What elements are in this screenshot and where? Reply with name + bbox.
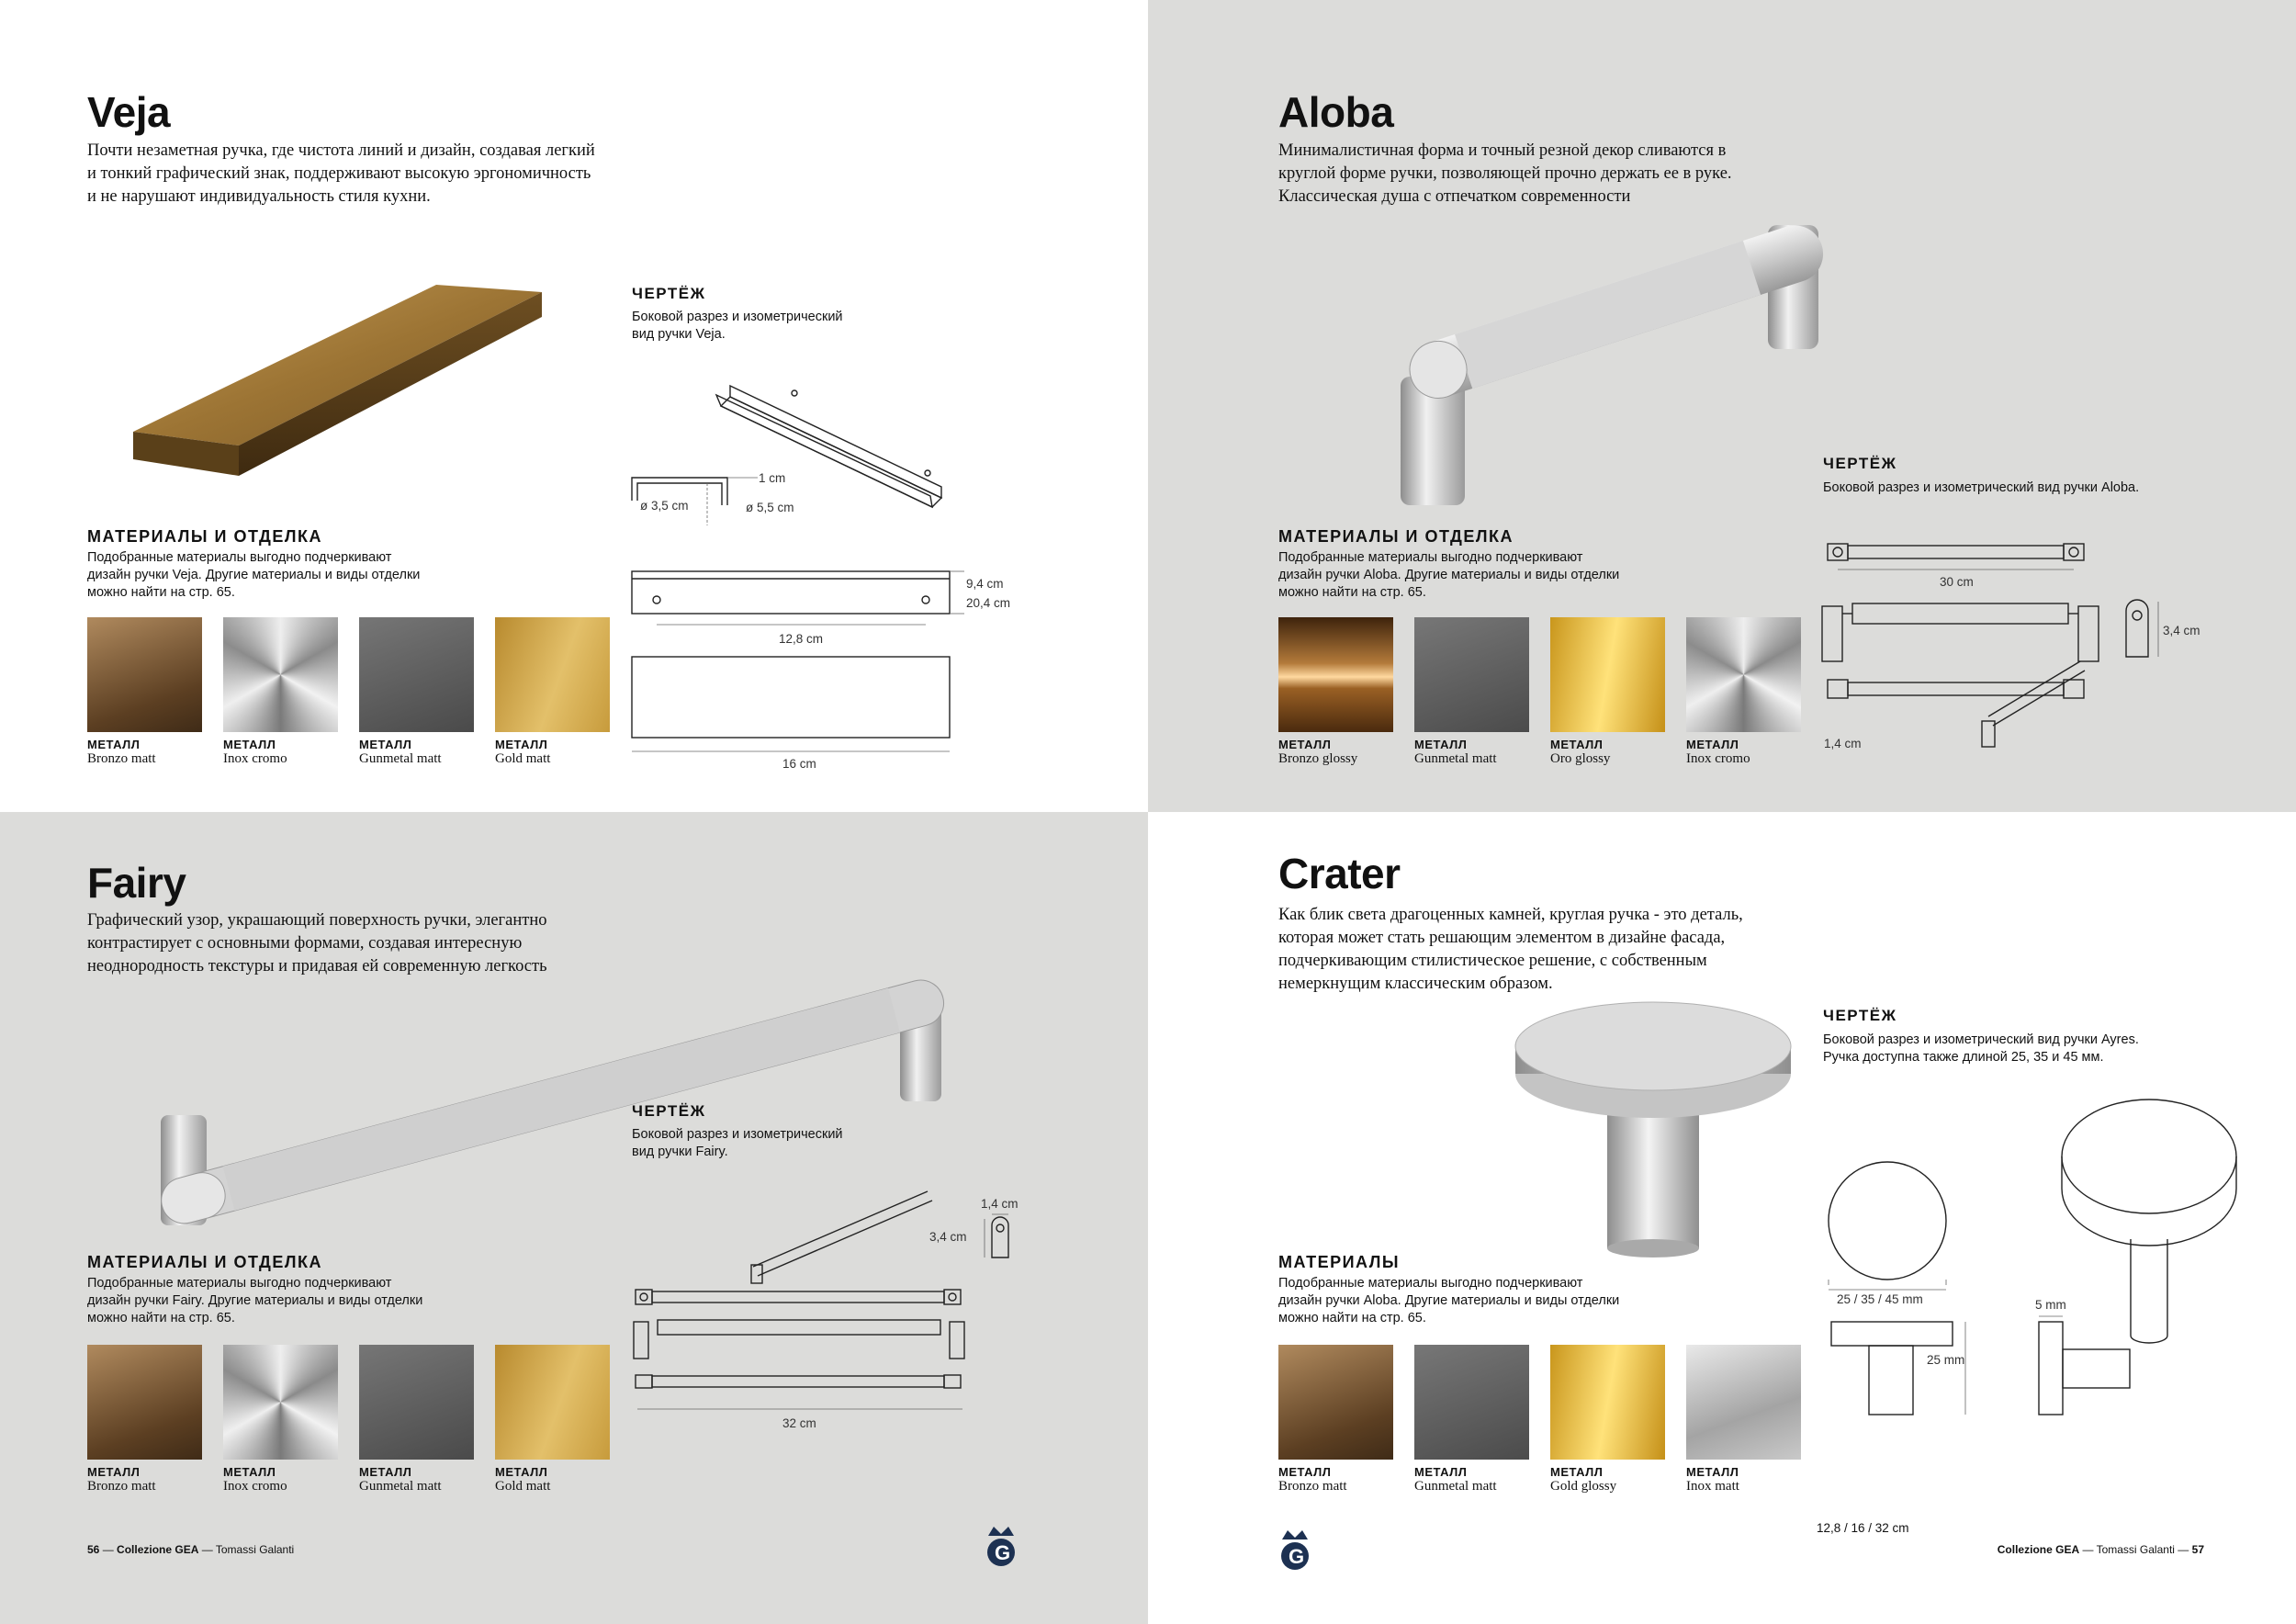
fairy-description: Графический узор, украшающий поверхность ручки, элегантно контрастирует с основными формами, создавая интересную неоднородность текстуры и придавая ей современную легкость xyxy=(87,911,547,976)
swatch-kind: МЕТАЛЛ xyxy=(359,1465,412,1479)
veja-section xyxy=(0,0,1148,812)
swatch-color xyxy=(223,1345,338,1460)
crater-description: Как блик света драгоценных камней, круглая ручка - это деталь, которая может стать решающим элементом в дизайне фасада, подчеркивающим стилистическое решение, с собственным немеркнущим классическим образом. xyxy=(1278,906,1743,993)
fairy-drawing-title: ЧЕРТЁЖ xyxy=(632,1102,706,1120)
swatch-name: Inox cromo xyxy=(223,1479,287,1494)
brand-logo-icon xyxy=(985,1523,1018,1573)
dim-label: ø 5,5 cm xyxy=(746,501,794,514)
swatch-color xyxy=(1550,1345,1665,1460)
footer-brand: Tomassi Galanti xyxy=(2096,1543,2175,1556)
swatch-name: Inox cromo xyxy=(223,751,287,766)
swatch xyxy=(1414,617,1529,767)
swatch-name: Bronzo matt xyxy=(87,751,156,766)
aloba-section xyxy=(1148,0,2296,812)
swatch-color xyxy=(87,617,202,732)
logo-letter: G xyxy=(995,1541,1011,1564)
fairy-materials-text: Подобранные материалы выгодно подчеркивают дизайн ручки Fairy. Другие материалы и виды отделки можно найти на стр. 65. xyxy=(87,1276,423,1325)
swatch-name: Gunmetal matt xyxy=(359,1479,442,1494)
aloba-technical-drawing xyxy=(1818,533,2204,772)
swatch-color xyxy=(359,1345,474,1460)
footer-right xyxy=(1998,1543,2204,1556)
swatch-kind: МЕТАЛЛ xyxy=(495,738,548,751)
swatch xyxy=(87,617,202,767)
swatch-kind: МЕТАЛЛ xyxy=(87,1465,141,1479)
swatch-name: Inox matt xyxy=(1686,1479,1739,1494)
crater-length-options: 12,8 / 16 / 32 cm xyxy=(1817,1521,1909,1535)
fairy-materials-title: МАТЕРИАЛЫ И ОТДЕЛКА xyxy=(87,1253,322,1271)
footer-sep: — xyxy=(102,1543,114,1556)
swatch-kind: МЕТАЛЛ xyxy=(1414,1465,1468,1479)
swatch xyxy=(1550,617,1665,767)
dim-label: 3,4 cm xyxy=(2163,624,2200,637)
swatch-kind: МЕТАЛЛ xyxy=(495,1465,548,1479)
aloba-title: Aloba xyxy=(1278,88,1394,136)
aloba-description: Минималистичная форма и точный резной декор сливаются в круглой форме ручки, позволяющей прочно держать ее в руке. Классическая душа с отпечатком современности xyxy=(1278,141,1732,206)
aloba-drawing-text: Боковой разрез и изометрический вид ручки Aloba. xyxy=(1823,480,2140,495)
swatch xyxy=(87,1345,202,1494)
veja-technical-drawing xyxy=(625,367,1029,781)
swatch xyxy=(359,1345,474,1494)
aloba-handle-image xyxy=(1401,184,1878,514)
swatch-kind: МЕТАЛЛ xyxy=(1686,738,1739,751)
dim-label: 1 cm xyxy=(759,471,786,485)
swatch xyxy=(1278,1345,1393,1494)
aloba-materials-text: Подобранные материалы выгодно подчеркивают дизайн ручки Aloba. Другие материалы и виды отделки можно найти на стр. 65. xyxy=(1278,550,1620,600)
swatch-color xyxy=(1686,617,1801,732)
swatch-kind: МЕТАЛЛ xyxy=(1686,1465,1739,1479)
footer-brand: Tomassi Galanti xyxy=(215,1543,295,1556)
dim-label: 25 / 35 / 45 mm xyxy=(1837,1292,1923,1306)
footer-left xyxy=(87,1543,294,1556)
veja-materials-text: Подобранные материалы выгодно подчеркивают дизайн ручки Veja. Другие материалы и виды отделки можно найти на стр. 65. xyxy=(87,550,421,600)
crater-swatches xyxy=(1278,1345,1801,1494)
swatch-name: Gunmetal matt xyxy=(1414,1479,1497,1494)
footer-collection: Collezione GEA xyxy=(117,1543,199,1556)
dim-label: 1,4 cm xyxy=(981,1197,1019,1211)
swatch-name: Bronzo matt xyxy=(1278,1479,1347,1494)
veja-handle-image xyxy=(124,266,556,505)
dim-label: 9,4 cm xyxy=(966,577,1004,591)
swatch-name: Bronzo matt xyxy=(87,1479,156,1494)
swatch xyxy=(1686,617,1801,767)
swatch-kind: МЕТАЛЛ xyxy=(223,1465,276,1479)
veja-swatches xyxy=(87,617,610,767)
crater-knob-image xyxy=(1502,996,1805,1262)
swatch-kind: МЕТАЛЛ xyxy=(1278,1465,1332,1479)
swatch-color xyxy=(1278,617,1393,732)
swatch-name: Inox cromo xyxy=(1686,751,1750,766)
veja-title: Veja xyxy=(87,88,171,136)
swatch xyxy=(359,617,474,767)
page-number: 57 xyxy=(2191,1543,2204,1556)
veja-drawing-text: Боковой разрез и изометрический вид ручки Veja. xyxy=(632,310,843,342)
swatch-kind: МЕТАЛЛ xyxy=(1414,738,1468,751)
swatch-name: Gold glossy xyxy=(1550,1479,1617,1494)
dim-label: 1,4 cm xyxy=(1824,737,1862,750)
swatch-kind: МЕТАЛЛ xyxy=(1550,738,1604,751)
dim-label: 20,4 cm xyxy=(966,596,1011,610)
swatch-color xyxy=(495,1345,610,1460)
fairy-title: Fairy xyxy=(87,859,186,907)
crater-materials-title: МАТЕРИАЛЫ xyxy=(1278,1253,1401,1271)
dim-label: ø 3,5 cm xyxy=(640,499,689,513)
dim-label: 30 cm xyxy=(1940,575,1974,589)
swatch-color xyxy=(1550,617,1665,732)
footer-sep: — xyxy=(2082,1543,2094,1556)
swatch-color xyxy=(1414,1345,1529,1460)
footer-sep: — xyxy=(201,1543,213,1556)
swatch-name: Gunmetal matt xyxy=(1414,751,1497,766)
fairy-swatches xyxy=(87,1345,610,1494)
veja-description: Почти незаметная ручка, где чистота линий и дизайн, создавая легкий и тонкий графический знак, поддерживают высокую эргономичность и не нарушают индивидуальность стиля кухни. xyxy=(87,141,595,206)
aloba-materials-title: МАТЕРИАЛЫ И ОТДЕЛКА xyxy=(1278,527,1514,546)
swatch-name: Gold matt xyxy=(495,751,551,766)
swatch-kind: МЕТАЛЛ xyxy=(223,738,276,751)
crater-drawing-text: Боковой разрез и изометрический вид ручки Ayres. Ручка доступна также длиной 25, 35 и 45 мм. xyxy=(1823,1032,2139,1065)
swatch-name: Gunmetal matt xyxy=(359,751,442,766)
aloba-drawing-title: ЧЕРТЁЖ xyxy=(1823,455,1897,472)
swatch-color xyxy=(87,1345,202,1460)
swatch xyxy=(1686,1345,1801,1494)
swatch xyxy=(223,617,338,767)
dim-label: 16 cm xyxy=(782,757,816,771)
aloba-swatches xyxy=(1278,617,1801,767)
swatch-name: Oro glossy xyxy=(1550,751,1611,766)
crater-technical-drawing xyxy=(1828,1092,2268,1423)
veja-drawing-title: ЧЕРТЁЖ xyxy=(632,285,706,302)
dim-label: 32 cm xyxy=(782,1416,816,1430)
fairy-dim-line xyxy=(625,1400,1010,1446)
swatch xyxy=(1278,617,1393,767)
swatch-color xyxy=(223,617,338,732)
dim-label: 3,4 cm xyxy=(929,1230,967,1244)
swatch-color xyxy=(495,617,610,732)
swatch-kind: МЕТАЛЛ xyxy=(1278,738,1332,751)
dim-label: 5 mm xyxy=(2035,1298,2066,1312)
fairy-section xyxy=(0,812,1148,1624)
swatch-color xyxy=(1414,617,1529,732)
dim-label: 12,8 cm xyxy=(779,632,824,646)
swatch-name: Bronzo glossy xyxy=(1278,751,1358,766)
brand-logo-icon xyxy=(1278,1527,1311,1577)
swatch xyxy=(1414,1345,1529,1494)
crater-section xyxy=(1148,812,2296,1624)
swatch xyxy=(223,1345,338,1494)
footer-collection: Collezione GEA xyxy=(1997,1543,2080,1556)
logo-letter: G xyxy=(1289,1545,1305,1568)
fairy-technical-drawing xyxy=(625,1175,1029,1395)
crater-materials-text: Подобранные материалы выгодно подчеркивают дизайн ручки Aloba. Другие материалы и виды отделки можно найти на стр. 65. xyxy=(1278,1276,1620,1325)
page-number: 56 xyxy=(87,1543,100,1556)
swatch-kind: МЕТАЛЛ xyxy=(359,738,412,751)
swatch-color xyxy=(1278,1345,1393,1460)
swatch xyxy=(1550,1345,1665,1494)
dim-label: 25 mm xyxy=(1927,1353,1965,1367)
swatch-name: Gold matt xyxy=(495,1479,551,1494)
swatch-kind: МЕТАЛЛ xyxy=(87,738,141,751)
swatch-color xyxy=(1686,1345,1801,1460)
crater-title: Crater xyxy=(1278,850,1401,897)
swatch-kind: МЕТАЛЛ xyxy=(1550,1465,1604,1479)
swatch xyxy=(495,1345,610,1494)
swatch-color xyxy=(359,617,474,732)
swatch xyxy=(495,617,610,767)
crater-drawing-title: ЧЕРТЁЖ xyxy=(1823,1007,1897,1024)
veja-materials-title: МАТЕРИАЛЫ И ОТДЕЛКА xyxy=(87,527,322,546)
fairy-drawing-text: Боковой разрез и изометрический вид ручки Fairy. xyxy=(632,1127,843,1159)
footer-sep: — xyxy=(2178,1543,2189,1556)
